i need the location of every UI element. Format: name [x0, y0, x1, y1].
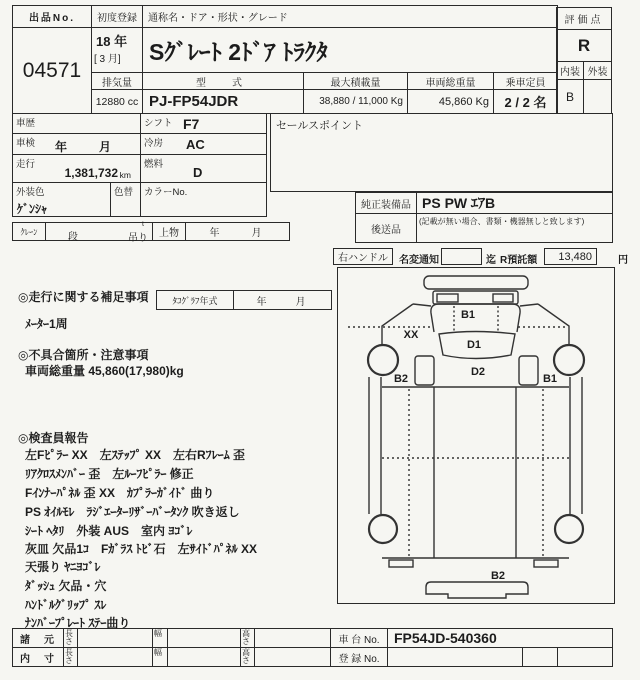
max-payload-label: 最大積載量 [303, 72, 408, 90]
factory-equipment-value: PS PW ｴｱB [416, 192, 613, 214]
repaint-label: 色替 [114, 187, 134, 198]
report-line: ﾊﾝﾄﾞﾙｸﾞﾘｯﾌﾟ ｽﾚ [25, 598, 107, 612]
rear-right-wheel [555, 515, 583, 543]
mileage-cell [12, 154, 141, 183]
interior-grade-label: 内装 [556, 61, 584, 80]
superstructure-value: 年 月 [185, 222, 290, 241]
grade-value: R [556, 29, 612, 62]
diagram-label-b1-right: B1 [542, 373, 558, 385]
body-color-cell [12, 182, 111, 217]
gross-weight-value: 45,860 Kg [407, 89, 494, 114]
ac-label: 冷房 [144, 138, 164, 149]
fuel-value: D [193, 165, 203, 180]
inspector-report-title: ◎検査員報告 [18, 431, 89, 445]
made-label: 迄 [486, 255, 496, 266]
max-payload-value: 38,880 / 11,000 Kg [303, 89, 408, 114]
history-cell [12, 113, 141, 134]
forwarding-note: (記載が無い場合、書類・機器無しと致します) [419, 217, 585, 226]
deposit-label: R預託額 [500, 255, 538, 266]
name-change-value-box [441, 248, 482, 265]
rhd-badge: 右ハンドル [333, 248, 393, 265]
capacity-label: 乗車定員 [493, 72, 558, 90]
capacity-value: 2 / 2 名 [493, 89, 558, 114]
ac-cell [140, 133, 267, 155]
lot-no-label: 出品No. [12, 5, 92, 28]
inner-length-label: 長さ [63, 647, 78, 667]
color-no-cell [140, 182, 267, 217]
crane-ton-label: t [142, 221, 144, 228]
front-left-wheel [368, 345, 398, 375]
mileage-supplement-title: ◎走行に関する補足事項 [18, 290, 149, 304]
inner-height-label: 高さ [240, 647, 255, 667]
registration-cell-3 [557, 647, 613, 667]
damage-diagram-box [337, 267, 615, 604]
shift-value: F7 [183, 116, 200, 132]
right-fender-shape [538, 304, 569, 346]
right-fender-top [520, 304, 538, 306]
fuel-cell [140, 154, 267, 183]
registration-no-value [387, 647, 523, 667]
specs-length-label: 長さ [63, 628, 78, 648]
right-step-shape [519, 356, 538, 385]
grade-label: 評価点 [556, 7, 612, 30]
mileage-label: 走行 [16, 159, 36, 170]
defects-title: ◎不具合箇所・注意事項 [18, 348, 149, 362]
inspection-cell [12, 133, 141, 155]
forwarding-label: 後送品 [355, 213, 417, 243]
factory-equipment-label: 純正装備品 [355, 192, 417, 214]
rear-left-mudguard [389, 560, 413, 567]
lot-no-value: 04571 [12, 27, 92, 114]
body-color-value: ｹﾞﾝｼｬ [17, 202, 48, 216]
vehicle-name-value: Sｸﾞﾚｰﾄ 2ﾄﾞｱ ﾄﾗｸﾀ [142, 27, 558, 73]
front-bumper-shape [424, 276, 528, 289]
right-headlight-shape [493, 294, 513, 302]
superstructure-label: 上物 [152, 222, 186, 241]
inspection-value: 年 月 [55, 140, 122, 154]
rear-right-mudguard [534, 560, 558, 567]
report-line: ﾘｱｸﾛｽﾒﾝﾊﾞｰ 歪 左ﾙｰﾌﾋﾟﾗｰ 修正 [25, 467, 194, 481]
shift-label: シフト [144, 118, 173, 129]
gross-weight-label: 車両総重量 [407, 72, 494, 90]
first-reg-month: [ 3 月] [94, 54, 121, 65]
report-line: 天張り ﾔﾆﾖｺﾞﾚ [25, 560, 101, 574]
report-line: Fｲﾝﾅｰﾊﾟﾈﾙ 歪 XX ｶﾌﾟﾗｰｶﾞｲﾄﾞ 曲り [25, 486, 215, 500]
history-label: 車歴 [16, 118, 36, 129]
report-line: PS ｵｲﾙﾓﾚ ﾗｼﾞｴｰﾀｰﾘｻﾞｰﾊﾞｰﾀﾝｸ 吹き返し [25, 505, 240, 519]
deposit-value-box: 13,480 [544, 248, 597, 265]
inner-width-label: 幅 [152, 647, 168, 667]
first-registration-value [91, 27, 143, 73]
rear-bumper-shape [426, 582, 528, 598]
specs-height-value [254, 628, 331, 648]
ac-value: AC [186, 137, 205, 152]
truck-top-view-diagram [338, 268, 614, 603]
color-no-label: カラーNo. [144, 187, 188, 198]
exterior-grade-value [583, 79, 612, 114]
exterior-grade-label: 外装 [583, 61, 612, 80]
inner-length-value [77, 647, 153, 667]
body-color-label: 外装色 [16, 187, 45, 198]
tachograph-year-label: ﾀｺｸﾞﾗﾌ年式 [156, 290, 234, 310]
crane-cell [45, 221, 153, 244]
chassis-no-value: FP54JD-540360 [387, 628, 613, 648]
report-line: 灰皿 欠品1ｺ Fｶﾞﾗｽ ﾄﾋﾞ石 左ｻｲﾄﾞﾊﾟﾈﾙ XX [25, 542, 258, 556]
inner-height-value [254, 647, 331, 667]
front-right-wheel [554, 345, 584, 375]
report-line: 左Fﾋﾟﾗｰ XX 左ｽﾃｯﾌﾟ XX 左右Rﾌﾚｰﾑ 歪 [25, 448, 246, 462]
inner-width-value [167, 647, 241, 667]
crane-stage-label: 段 [68, 232, 78, 243]
defects-line: 車両総重量 45,860(17,980)kg [25, 364, 184, 378]
model-code-value: PJ-FP54JDR [142, 89, 304, 114]
registration-cell-2 [522, 647, 558, 667]
diagram-label-b2-rear: B2 [490, 570, 506, 582]
name-change-label: 名変通知 [399, 255, 439, 266]
inspection-label: 車検 [16, 138, 36, 149]
yen-label: 円 [618, 255, 628, 266]
interior-grade-value: B [556, 79, 584, 114]
repaint-cell [110, 182, 141, 217]
specs-row-label: 諸 元 [12, 628, 64, 648]
diagram-label-d1: D1 [466, 339, 482, 351]
specs-length-value [77, 628, 153, 648]
meter-note: ﾒｰﾀｰ1周 [25, 317, 68, 331]
first-reg-year: 18 年 [96, 34, 128, 49]
mileage-unit: km [119, 170, 131, 180]
cab-roof-shape [431, 304, 520, 332]
first-registration-label: 初度登録 [91, 5, 143, 28]
specs-width-value [167, 628, 241, 648]
shift-cell [140, 113, 267, 134]
rear-left-wheel [369, 515, 397, 543]
specs-height-label: 高さ [240, 628, 255, 648]
crane-lift-label: 吊り [128, 233, 148, 244]
diagram-label-b1-cab: B1 [460, 309, 476, 321]
crane-label: ｸﾚｰﾝ [12, 222, 46, 241]
forwarding-cell [416, 213, 613, 243]
left-fender-top [413, 304, 431, 306]
report-line: ｼｰﾄ ﾍﾀﾘ 外装 AUS 室内 ﾖｺﾞﾚ [25, 524, 193, 538]
displacement-label: 排気量 [91, 72, 143, 90]
diagram-label-b2-left: B2 [393, 373, 409, 385]
diagram-label-d2: D2 [470, 366, 486, 378]
left-headlight-shape [437, 294, 458, 302]
diagram-label-xx: XX [403, 329, 419, 341]
sales-point-label: セールスポイント [276, 120, 364, 132]
chassis-no-label: 車 台 No. [330, 628, 388, 648]
displacement-value: 12880 cc [91, 89, 143, 114]
report-line: ﾀﾞｯｼｭ 欠品・穴 [25, 579, 107, 593]
inner-row-label: 内 寸 [12, 647, 64, 667]
sales-point-box [270, 113, 613, 192]
registration-no-label: 登 録 No. [330, 647, 388, 667]
mileage-value: 1,381,732 [64, 166, 118, 180]
left-step-shape [415, 356, 434, 385]
fuel-label: 燃料 [144, 159, 164, 170]
model-code-label: 型 式 [142, 72, 304, 90]
report-line: ﾅﾝﾊﾞｰﾌﾟﾚｰﾄ ｽﾃｰ曲り [25, 616, 131, 630]
specs-width-label: 幅 [152, 628, 168, 648]
vehicle-name-label: 通称名・ドア・形状・グレード [142, 5, 558, 28]
tachograph-year-value: 年 月 [233, 290, 332, 310]
